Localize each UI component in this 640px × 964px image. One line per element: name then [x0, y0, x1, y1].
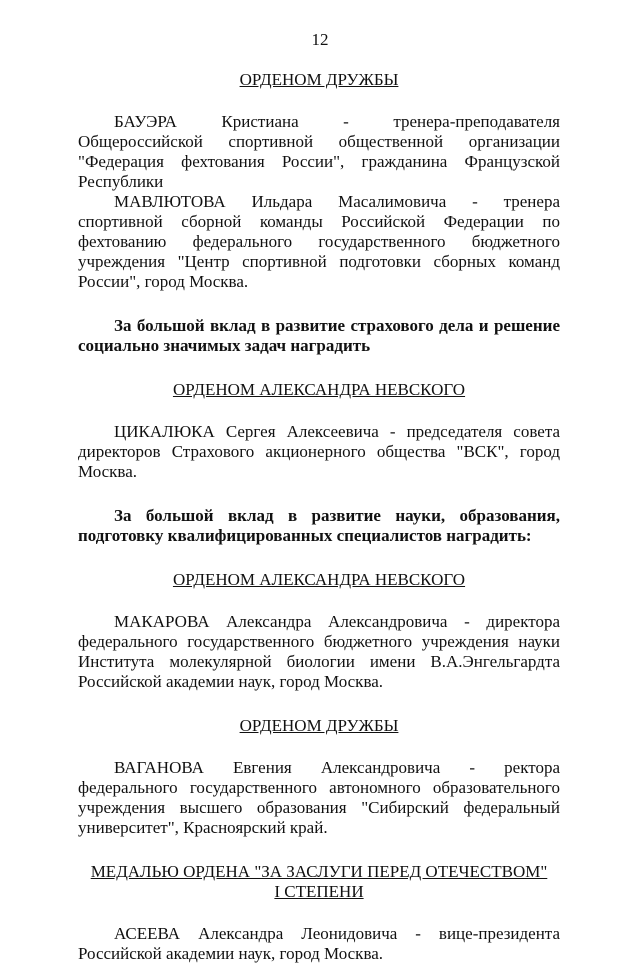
- award-preamble: За большой вклад в развитие науки, образования, подготовку квалифицированных специалистов наградить:: [78, 506, 560, 545]
- section-heading-order-of-alexander-nevsky: ОРДЕНОМ АЛЕКСАНДРА НЕВСКОГО: [172, 380, 466, 399]
- awardee-paragraph: ВАГАНОВА Евгения Александровича - ректора федерального государственного автономного образовательного учреждения высшего образования "Сибирский федеральный университет", Красноярский край.: [78, 758, 560, 837]
- awardee-paragraph: ЦИКАЛЮКА Сергея Алексеевича - председателя совета директоров Страхового акционерного общества "ВСК", город Москва.: [78, 422, 560, 481]
- section-heading-order-of-alexander-nevsky: ОРДЕНОМ АЛЕКСАНДРА НЕВСКОГО: [172, 570, 466, 589]
- section-heading-order-of-friendship: ОРДЕНОМ ДРУЖБЫ: [239, 70, 399, 89]
- awardee-paragraph: МАВЛЮТОВА Ильдара Масалимовича - тренера спортивной сборной команды Российской Федерации по фехтованию федерального государственного бюджетного учреждения "Центр спортивной подготовки сборных команд России", город Москва.: [78, 192, 560, 291]
- award-preamble: За большой вклад в развитие страхового дела и решение социально значимых задач наградить: [78, 316, 560, 355]
- section-heading-order-of-friendship: ОРДЕНОМ ДРУЖБЫ: [239, 716, 399, 735]
- document-body: [78, 70, 560, 964]
- section-heading-medal-line-2: I СТЕПЕНИ: [274, 882, 364, 901]
- awardee-paragraph: АСЕЕВА Александра Леонидовича - вице-президента Российской академии наук, город Москва.: [78, 924, 560, 963]
- page-number: 12: [311, 30, 329, 49]
- awardee-paragraph: БАУЭРА Кристиана - тренера-преподавателя Общероссийской спортивной общественной организации "Федерация фехтования России", гражданина Французской Республики: [78, 112, 560, 191]
- section-heading-medal-line-1: МЕДАЛЬЮ ОРДЕНА "ЗА ЗАСЛУГИ ПЕРЕД ОТЕЧЕСТВОМ": [90, 862, 548, 881]
- awardee-paragraph: МАКАРОВА Александра Александровича - директора федерального государственного бюджетного учреждения науки Института молекулярной биологии имени В.А.Энгельгардта Российской академии наук, город Москва.: [78, 612, 560, 691]
